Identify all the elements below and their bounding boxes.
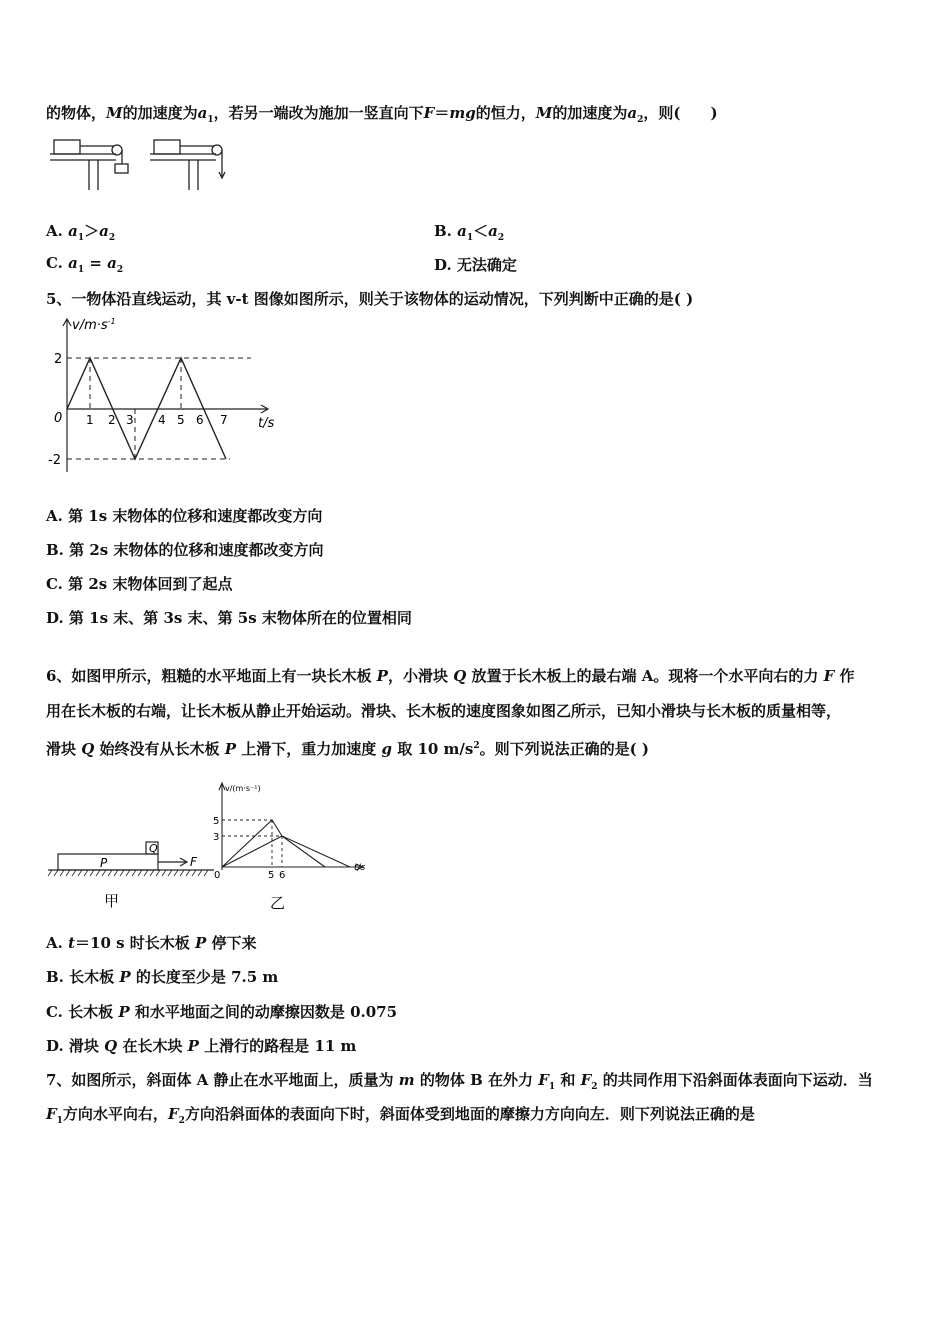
q4-stem: 的物体，M的加速度为$a_1$，若另一端改为施加一竖直向下F＝mg的恒力，M的加速度为$a_2$，则( ): [46, 104, 718, 125]
q5-option-c[interactable]: C. 第 2s 末物体回到了起点: [46, 575, 233, 593]
board-curve: [222, 820, 350, 867]
x-tick-2: 2: [108, 413, 116, 427]
q4-option-b[interactable]: B. $a_1<a_2$: [434, 222, 505, 243]
y-tick-2: 2: [54, 352, 63, 367]
q4-pulley-figure: [46, 132, 226, 194]
x-tick-4: 4: [158, 413, 166, 427]
q6-stem-line1: 6、如图甲所示，粗糙的水平地面上有一块长木板 P，小滑块 Q 放置于长木板上的最右端 A。现将一个水平向右的力 F 作: [46, 667, 855, 685]
q4-option-a[interactable]: A. $a_1>a_2$: [46, 222, 116, 243]
svg-text:Q: Q: [149, 842, 158, 855]
q6-option-b[interactable]: B. 长木板 P 的长度至少是 7.5 m: [46, 968, 279, 986]
svg-text:3: 3: [213, 832, 220, 843]
q5-option-d[interactable]: D. 第 1s 末、第 3s 末、第 5s 末物体所在的位置相同: [46, 609, 412, 627]
caption-jia: 甲: [104, 892, 120, 910]
pulley-setup-force-arrow: [150, 140, 225, 190]
pulley-setup-hanging-weight: [50, 140, 128, 190]
block-curve: [222, 836, 325, 867]
svg-text:0: 0: [214, 870, 221, 881]
q4-option-c[interactable]: C. $a_1 = a_2$: [46, 254, 124, 275]
x-tick-5: 5: [177, 413, 185, 427]
q4-option-d[interactable]: D. 无法确定: [434, 256, 517, 274]
x-axis-label: t/s: [258, 416, 275, 431]
x-tick-1: 1: [86, 413, 94, 427]
svg-text:P: P: [100, 856, 108, 870]
q7-stem-line1: 7、如图所示，斜面体 A 静止在水平地面上，质量为 m 的物体 B 在外力 $F_1$ 和 $F_2$ 的共同作用下沿斜面体表面向下运动．当: [46, 1071, 873, 1092]
q6-stem-line2: 用在长木板的右端，让长木板从静止开始运动。滑块、长木板的速度图象如图乙所示，已知小滑块与长木板的质量相等，: [46, 702, 842, 720]
q5-option-b[interactable]: B. 第 2s 末物体的位移和速度都改变方向: [46, 541, 324, 559]
q6-stem-line3: 滑块 Q 始终没有从长木板 P 上滑下，重力加速度 g 取 10 $m/s^2$。则下列说法正确的是( ): [46, 740, 650, 758]
x-tick-3: 3: [126, 413, 134, 427]
q6-figure-yi: [210, 780, 380, 915]
board-p: [58, 854, 158, 870]
svg-text:5: 5: [268, 870, 275, 881]
origin-label: 0: [54, 411, 63, 426]
y-tick-neg2: -2: [48, 453, 61, 468]
x-tick-6: 6: [196, 413, 204, 427]
caption-yi: 乙: [270, 894, 286, 912]
x-tick-7: 7: [220, 413, 228, 427]
q5-vt-graph: [46, 316, 286, 476]
q6-option-a[interactable]: A. t＝10 s 时长木板 P 停下来: [46, 934, 257, 952]
svg-text:F: F: [190, 855, 197, 869]
q5-stem: 5、一物体沿直线运动，其 v-t 图像如图所示，则关于该物体的运动情况，下列判断中正确的是( ): [46, 290, 694, 308]
svg-text:6: 6: [279, 870, 286, 881]
q6-figure-jia: [46, 836, 216, 916]
svg-text:5: 5: [213, 816, 220, 827]
svg-text:v/(m·s⁻¹): v/(m·s⁻¹): [225, 784, 261, 793]
q7-stem-line2: $F_1$方向水平向右，$F_2$方向沿斜面体的表面向下时，斜面体受到地面的摩擦力方向向左．则下列说法正确的是: [46, 1105, 755, 1126]
y-axis-label: $v/m\cdot s^{-1}$: [72, 317, 116, 333]
svg-text:t/s: t/s: [354, 863, 366, 873]
q5-option-a[interactable]: A. 第 1s 末物体的位移和速度都改变方向: [46, 507, 323, 525]
q6-option-c[interactable]: C. 长木板 P 和水平地面之间的动摩擦因数是 0.075: [46, 1003, 398, 1021]
q6-option-d[interactable]: D. 滑块 Q 在长木块 P 上滑行的路程是 11 m: [46, 1037, 357, 1055]
